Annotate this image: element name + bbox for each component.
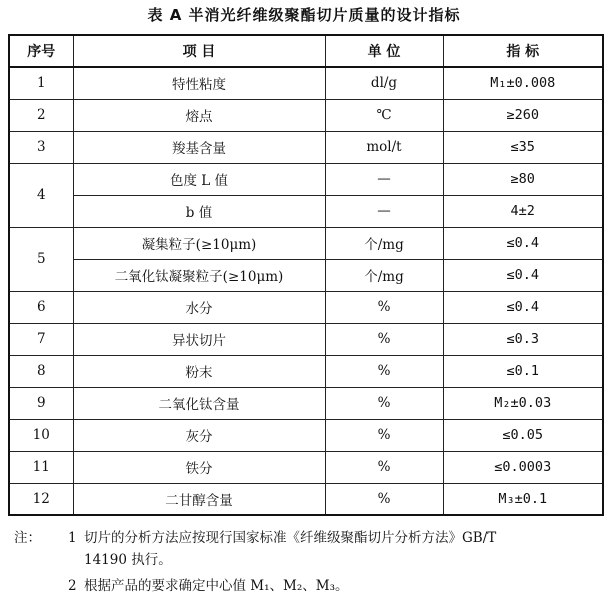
row-unit: dl/g xyxy=(325,67,443,99)
table-row xyxy=(9,451,603,483)
row-no: 7 xyxy=(9,323,73,355)
row-no: 10 xyxy=(9,419,73,451)
row-spec: ≤0.4 xyxy=(443,227,603,259)
table-notes xyxy=(14,527,600,597)
note-item xyxy=(14,527,600,549)
row-spec: 4±2 xyxy=(443,195,603,227)
row-no: 4 xyxy=(9,163,73,227)
row-item: 二氧化钛凝聚粒子(≥10μm) xyxy=(73,259,325,291)
table-row xyxy=(9,227,603,259)
row-spec: M₁±0.008 xyxy=(443,67,603,99)
table-row xyxy=(9,67,603,99)
row-no: 11 xyxy=(9,451,73,483)
row-unit: 个/mg xyxy=(325,259,443,291)
row-no: 2 xyxy=(9,99,73,131)
row-unit: % xyxy=(325,291,443,323)
row-unit: ℃ xyxy=(325,99,443,131)
row-item: b 值 xyxy=(73,195,325,227)
note-text: 切片的分析方法应按现行国家标准《纤维级聚酯切片分析方法》GB/T xyxy=(84,530,497,546)
row-spec: ≤35 xyxy=(443,131,603,163)
note-text-continued: 14190 执行。 xyxy=(84,552,172,568)
table-row xyxy=(9,259,603,291)
table-row xyxy=(9,355,603,387)
table-row xyxy=(9,483,603,515)
row-spec: ≤0.1 xyxy=(443,355,603,387)
row-item: 特性粘度 xyxy=(73,67,325,99)
table-row xyxy=(9,419,603,451)
row-spec: ≤0.3 xyxy=(443,323,603,355)
table-row xyxy=(9,291,603,323)
header-row xyxy=(9,35,603,67)
row-unit: % xyxy=(325,323,443,355)
row-item: 异状切片 xyxy=(73,323,325,355)
row-item: 羧基含量 xyxy=(73,131,325,163)
row-unit: % xyxy=(325,387,443,419)
row-item: 二氧化钛含量 xyxy=(73,387,325,419)
row-no: 12 xyxy=(9,483,73,515)
row-no: 1 xyxy=(9,67,73,99)
row-item: 熔点 xyxy=(73,99,325,131)
row-spec: ≤0.4 xyxy=(443,291,603,323)
notes-label: 注： xyxy=(14,530,41,546)
row-spec: ≥80 xyxy=(443,163,603,195)
table-row xyxy=(9,163,603,195)
note-index: 2 xyxy=(68,578,77,594)
row-no: 6 xyxy=(9,291,73,323)
row-item: 铁分 xyxy=(73,451,325,483)
row-no: 5 xyxy=(9,227,73,291)
row-unit: % xyxy=(325,419,443,451)
row-unit: — xyxy=(325,195,443,227)
row-item: 色度 L 值 xyxy=(73,163,325,195)
row-item: 二甘醇含量 xyxy=(73,483,325,515)
row-spec: M₃±0.1 xyxy=(443,483,603,515)
header-spec: 指 标 xyxy=(443,35,603,67)
row-spec: ≤0.05 xyxy=(443,419,603,451)
note-index: 1 xyxy=(68,530,77,546)
table-row xyxy=(9,387,603,419)
row-unit: mol/t xyxy=(325,131,443,163)
row-spec: M₂±0.03 xyxy=(443,387,603,419)
row-spec: ≤0.4 xyxy=(443,259,603,291)
row-item: 灰分 xyxy=(73,419,325,451)
table-row xyxy=(9,131,603,163)
row-item: 凝集粒子(≥10μm) xyxy=(73,227,325,259)
header-no: 序号 xyxy=(9,35,73,67)
row-no: 9 xyxy=(9,387,73,419)
table-row xyxy=(9,323,603,355)
header-item: 项 目 xyxy=(73,35,325,67)
row-no: 3 xyxy=(9,131,73,163)
row-spec: ≤0.0003 xyxy=(443,451,603,483)
table-row xyxy=(9,99,603,131)
design-index-table xyxy=(8,34,604,516)
table-title: 表 A 半消光纤维级聚酯切片质量的设计指标 xyxy=(147,6,461,24)
row-unit: % xyxy=(325,451,443,483)
table-row xyxy=(9,195,603,227)
row-no: 8 xyxy=(9,355,73,387)
row-unit: % xyxy=(325,483,443,515)
row-spec: ≥260 xyxy=(443,99,603,131)
row-unit: % xyxy=(325,355,443,387)
note-text: 根据产品的要求确定中心值 M₁、M₂、M₃。 xyxy=(84,578,349,594)
row-unit: 个/mg xyxy=(325,227,443,259)
row-item: 水分 xyxy=(73,291,325,323)
row-unit: — xyxy=(325,163,443,195)
row-item: 粉末 xyxy=(73,355,325,387)
note-item xyxy=(14,575,600,597)
header-unit: 单 位 xyxy=(325,35,443,67)
